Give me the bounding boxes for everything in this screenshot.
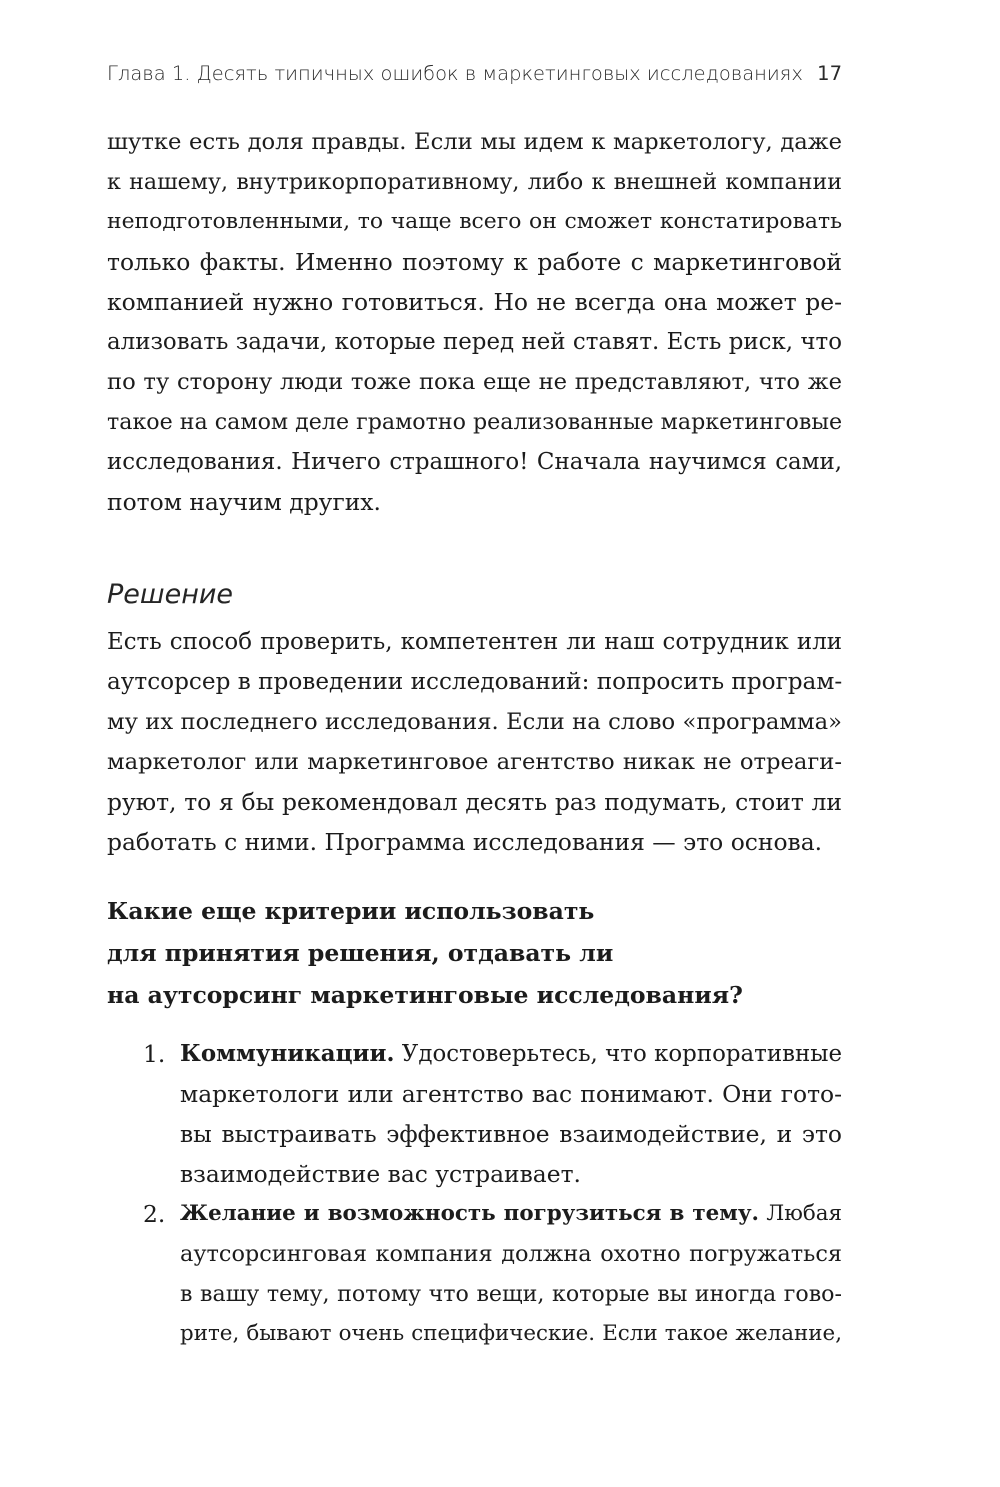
text-line: маркетологи или агентство вас понимают. Они гото- xyxy=(180,1080,842,1108)
list-first-line xyxy=(180,1194,842,1234)
text-line: вы выстраивать эффективное взаимодействие, и это xyxy=(180,1120,842,1148)
text-line: работать с ними. Программа исследования — это основа. xyxy=(107,828,823,856)
list-bold-lead: Желание и возможность погрузиться в тему. xyxy=(180,1201,759,1226)
text-line: такое на самом деле грамотно реализованные маркетинговые xyxy=(107,409,843,435)
list-first-line xyxy=(180,1034,842,1074)
text-line: аутсорсинговая компания должна охотно погружаться xyxy=(180,1241,842,1267)
chapter-title: Глава 1. Десять типичных ошибок в маркетинговых исследованиях xyxy=(107,62,803,85)
question-line: для принятия решения, отдавать ли xyxy=(107,939,614,967)
text-line: маркетолог или маркетинговое агентство никак не отреаги- xyxy=(107,749,842,775)
text-line: только факты. Именно поэтому к работе с маркетинговой xyxy=(107,248,842,276)
text-line: взаимодействие вас устраивает. xyxy=(180,1160,581,1188)
list-lead-rest: Любая xyxy=(759,1201,842,1226)
list-item xyxy=(107,1194,842,1354)
text-line: рите, бывают очень специфические. Если такое желание, xyxy=(180,1321,842,1346)
text-line: Есть способ проверить, компетентен ли наш сотрудник или xyxy=(107,629,842,655)
text-line: к нашему, внутрикорпоративному, либо к внешней компании xyxy=(107,169,842,195)
question-line: Какие еще критерии использовать xyxy=(107,897,595,925)
list-item xyxy=(107,1034,842,1194)
page-number: 17 xyxy=(817,62,842,85)
text-line: руют, то я бы рекомендовал десять раз подумать, стоит ли xyxy=(107,788,842,816)
text-line: шутке есть доля правды. Если мы идем к маркетологу, даже xyxy=(107,129,842,155)
list-number: 1. xyxy=(143,1040,166,1068)
list-lead-rest: Удостоверьтесь, что корпоративные xyxy=(394,1041,842,1067)
question-line: на аутсорсинг маркетинговые исследования? xyxy=(107,981,743,1009)
text-line: потом научим других. xyxy=(107,488,381,516)
text-line: по ту сторону люди тоже пока еще не представляют, что же xyxy=(107,369,842,395)
section-heading: Решение xyxy=(107,579,234,610)
text-line: неподготовленными, то чаще всего он сможет констатировать xyxy=(107,209,842,234)
text-line: компанией нужно готовиться. Но не всегда она может ре- xyxy=(107,288,842,316)
list-number: 2. xyxy=(143,1200,166,1228)
list-bold-lead: Коммуникации. xyxy=(180,1040,395,1067)
text-line: в вашу тему, потому что вещи, которые вы иногда гово- xyxy=(180,1281,842,1307)
text-line: исследования. Ничего страшного! Сначала научимся сами, xyxy=(107,449,842,475)
running-header xyxy=(107,62,842,96)
criteria-list xyxy=(107,1034,842,1354)
text-line: му их последнего исследования. Если на слово «программа» xyxy=(107,709,842,735)
text-line: аутсорсер в проведении исследований: попросить програм- xyxy=(107,669,843,695)
text-line: ализовать задачи, которые перед ней ставят. Есть риск, что xyxy=(107,329,842,355)
paragraph-intro xyxy=(107,122,842,522)
question-heading xyxy=(107,890,842,1016)
paragraph-solution xyxy=(107,622,842,862)
